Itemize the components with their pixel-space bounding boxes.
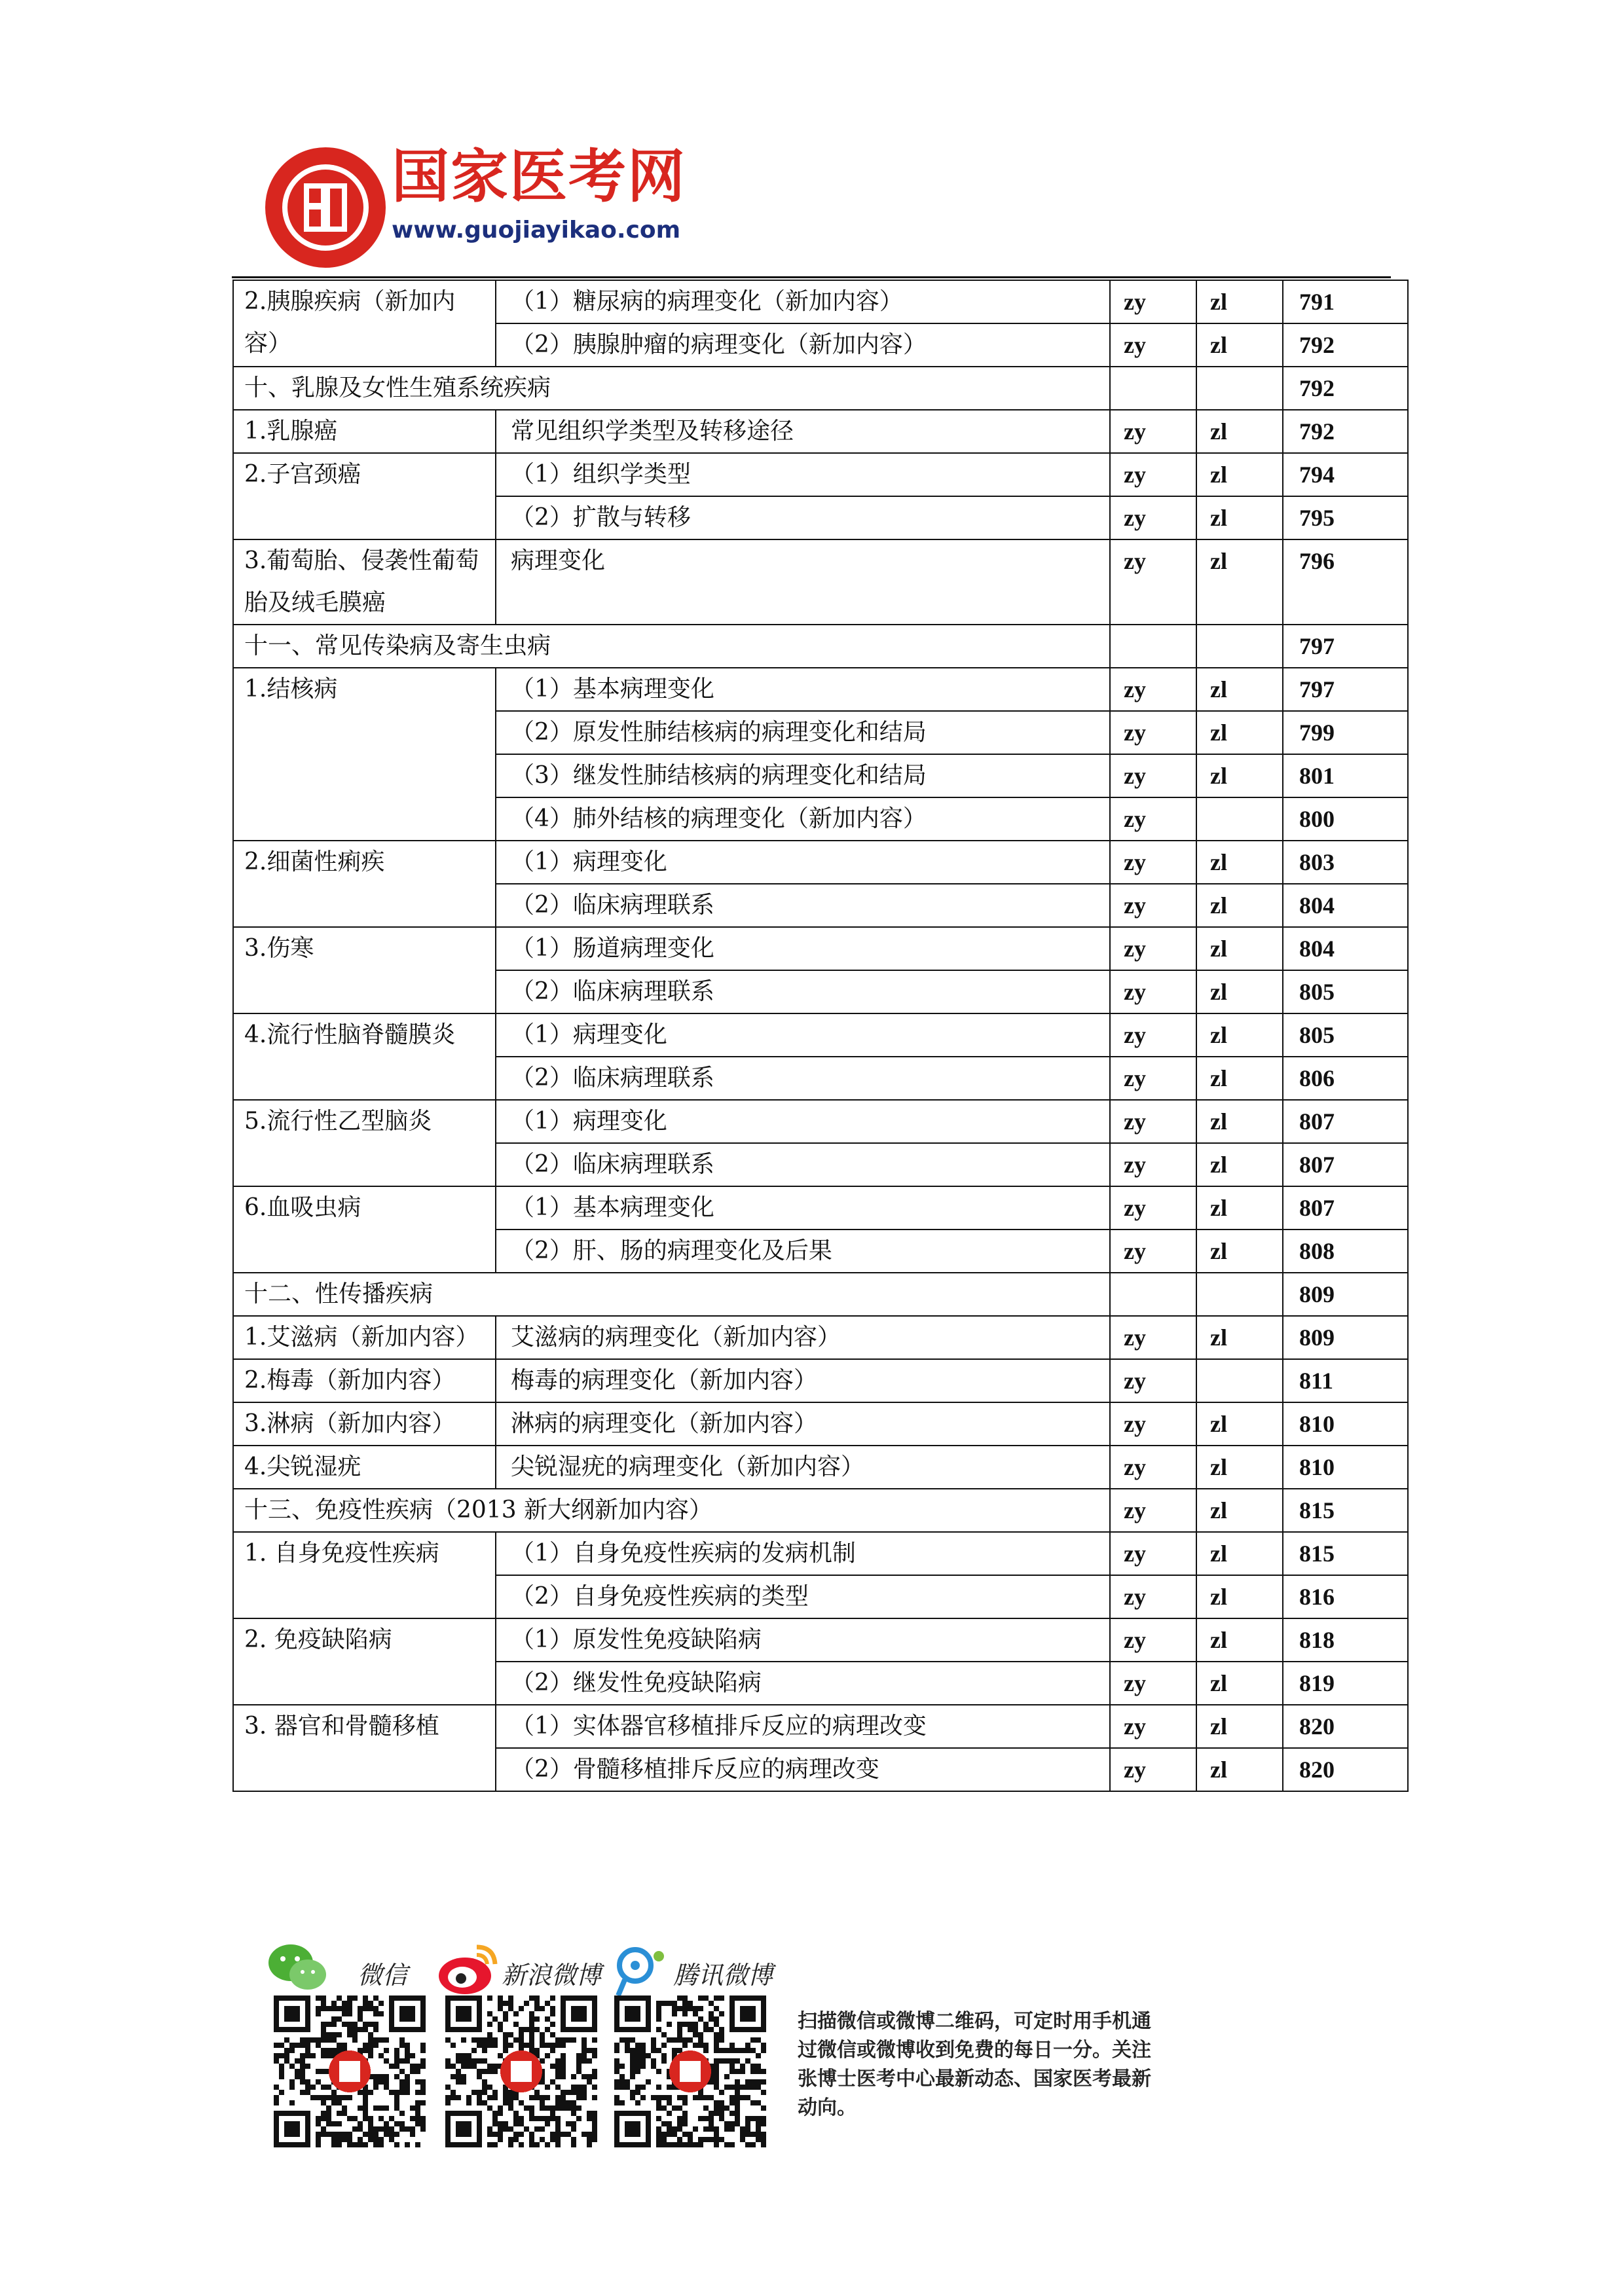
page-number: 820 [1283,1748,1408,1791]
zl-tag: zl [1196,668,1283,711]
topic-cell: （2）原发性肺结核病的病理变化和结局 [496,711,1110,754]
page-number: 816 [1283,1575,1408,1618]
zy-tag: zy [1110,410,1196,453]
zy-tag: zy [1110,1402,1196,1446]
section-row [233,625,1408,668]
logo-url: www.guojiayikao.com [392,217,681,244]
zy-tag: zy [1110,1532,1196,1575]
zl-tag: zl [1196,1230,1283,1273]
zy-tag: zy [1110,1618,1196,1662]
topic-cell: （2）临床病理联系 [496,1143,1110,1186]
page-number: 818 [1283,1618,1408,1662]
zl-tag: zl [1196,1402,1283,1446]
syllabus-table [232,280,1409,1792]
category-cell: 1.结核病 [233,668,496,841]
zl-tag: zl [1196,841,1283,884]
section-title: 十、乳腺及女性生殖系统疾病 [233,367,1110,410]
zy-tag [1110,625,1196,668]
table-row [233,453,1408,496]
logo-title: 国家医考网 [392,143,687,210]
table-row [233,841,1408,884]
page-number: 796 [1283,539,1408,625]
topic-cell: （2）肝、肠的病理变化及后果 [496,1230,1110,1273]
page-number: 811 [1283,1359,1408,1402]
zl-tag: zl [1196,1489,1283,1532]
category-cell: 3.伤寒 [233,927,496,1013]
zy-tag: zy [1110,884,1196,927]
zy-tag: zy [1110,927,1196,970]
page-number: 795 [1283,496,1408,539]
zl-tag [1196,797,1283,841]
table-row [233,1316,1408,1359]
topic-cell: 艾滋病的病理变化（新加内容） [496,1316,1110,1359]
zy-tag: zy [1110,1575,1196,1618]
zl-tag: zl [1196,884,1283,927]
table-row [233,1618,1408,1662]
zl-tag: zl [1196,453,1283,496]
topic-cell: （2）临床病理联系 [496,884,1110,927]
zl-tag: zl [1196,1186,1283,1230]
page-number: 815 [1283,1489,1408,1532]
section-title: 十二、性传播疾病 [233,1273,1110,1316]
zl-tag: zl [1196,1057,1283,1100]
zl-tag: zl [1196,323,1283,367]
section-row [233,367,1408,410]
category-cell: 2. 免疫缺陷病 [233,1618,496,1705]
page-number: 799 [1283,711,1408,754]
table-row [233,927,1408,970]
zl-tag [1196,1359,1283,1402]
zy-tag: zy [1110,1057,1196,1100]
seal-icon [263,145,388,270]
page-number: 791 [1283,280,1408,323]
zy-tag: zy [1110,1230,1196,1273]
section-row [233,1273,1408,1316]
table-row [233,1402,1408,1446]
topic-cell: （2）胰腺肿瘤的病理变化（新加内容） [496,323,1110,367]
topic-cell: 病理变化 [496,539,1110,625]
table-row [233,1186,1408,1230]
topic-cell: （1）自身免疫性疾病的发病机制 [496,1532,1110,1575]
table-row [233,1100,1408,1143]
table-row [233,1013,1408,1057]
category-cell: 4.尖锐湿疣 [233,1446,496,1489]
table-row [233,1446,1408,1489]
page-number: 792 [1283,410,1408,453]
weibo-icon [436,1941,500,1997]
zy-tag: zy [1110,1705,1196,1748]
zy-tag: zy [1110,970,1196,1013]
category-cell: 3.淋病（新加内容） [233,1402,496,1446]
zy-tag: zy [1110,1489,1196,1532]
topic-cell: （2）自身免疫性疾病的类型 [496,1575,1110,1618]
topic-cell: （3）继发性肺结核病的病理变化和结局 [496,754,1110,797]
zl-tag: zl [1196,410,1283,453]
page-number: 807 [1283,1186,1408,1230]
page-number: 792 [1283,323,1408,367]
zy-tag: zy [1110,1446,1196,1489]
footer-note: 扫描微信或微博二维码，可定时用手机通过微信或微博收到免费的每日一分。关注张博士医考中心最新动态、国家医考最新动向。 [798,2010,1151,2119]
page-number: 794 [1283,453,1408,496]
topic-cell: （1）病理变化 [496,1100,1110,1143]
section-row [233,1489,1408,1532]
zl-tag [1196,1273,1283,1316]
page-number: 805 [1283,1013,1408,1057]
category-cell: 6.血吸虫病 [233,1186,496,1273]
zl-tag: zl [1196,711,1283,754]
zy-tag: zy [1110,280,1196,323]
zl-tag: zl [1196,1662,1283,1705]
zy-tag: zy [1110,539,1196,625]
zy-tag: zy [1110,754,1196,797]
section-title: 十三、免疫性疾病（2013 新大纲新加内容） [233,1489,1110,1532]
topic-cell: （2）临床病理联系 [496,970,1110,1013]
category-cell: 3.葡萄胎、侵袭性葡萄胎及绒毛膜癌 [233,539,496,625]
zl-tag [1196,625,1283,668]
zl-tag: zl [1196,1575,1283,1618]
category-cell: 1.艾滋病（新加内容） [233,1316,496,1359]
zl-tag: zl [1196,1100,1283,1143]
topic-cell: （1）组织学类型 [496,453,1110,496]
topic-cell: （4）肺外结核的病理变化（新加内容） [496,797,1110,841]
page-number: 808 [1283,1230,1408,1273]
zy-tag: zy [1110,797,1196,841]
tencent-weibo-icon [612,1943,669,1998]
zy-tag: zy [1110,1662,1196,1705]
zl-tag: zl [1196,1618,1283,1662]
table-row [233,280,1408,323]
zy-tag: zy [1110,323,1196,367]
zy-tag: zy [1110,1100,1196,1143]
wechat-qr-code[interactable] [274,1995,426,2147]
category-cell: 3. 器官和骨髓移植 [233,1705,496,1791]
topic-cell: 尖锐湿疣的病理变化（新加内容） [496,1446,1110,1489]
zy-tag: zy [1110,1748,1196,1791]
zy-tag: zy [1110,1186,1196,1230]
page-number: 810 [1283,1446,1408,1489]
page-number: 809 [1283,1316,1408,1359]
topic-cell: 梅毒的病理变化（新加内容） [496,1359,1110,1402]
table-row [233,1705,1408,1748]
zl-tag: zl [1196,539,1283,625]
zl-tag: zl [1196,970,1283,1013]
zy-tag: zy [1110,841,1196,884]
topic-cell: （2）继发性免疫缺陷病 [496,1662,1110,1705]
site-logo [263,145,695,270]
zy-tag: zy [1110,1143,1196,1186]
topic-cell: 常见组织学类型及转移途径 [496,410,1110,453]
topic-cell: （1）实体器官移植排斥反应的病理改变 [496,1705,1110,1748]
page-number: 800 [1283,797,1408,841]
zy-tag: zy [1110,496,1196,539]
topic-cell: （2）扩散与转移 [496,496,1110,539]
zl-tag: zl [1196,1316,1283,1359]
page-number: 797 [1283,625,1408,668]
page-number: 801 [1283,754,1408,797]
category-cell: 1.乳腺癌 [233,410,496,453]
wechat-icon [267,1942,327,1993]
page-number: 803 [1283,841,1408,884]
category-cell: 2.胰腺疾病（新加内容） [233,280,496,367]
zl-tag: zl [1196,1143,1283,1186]
page-number: 807 [1283,1143,1408,1186]
page-number: 805 [1283,970,1408,1013]
table-row [233,1532,1408,1575]
page-number: 792 [1283,367,1408,410]
zl-tag: zl [1196,1705,1283,1748]
category-cell: 5.流行性乙型脑炎 [233,1100,496,1186]
topic-cell: （1）基本病理变化 [496,1186,1110,1230]
topic-cell: （1）原发性免疫缺陷病 [496,1618,1110,1662]
page-number: 804 [1283,927,1408,970]
zl-tag: zl [1196,754,1283,797]
sina-weibo-qr-code[interactable] [445,1995,597,2147]
page-number: 810 [1283,1402,1408,1446]
table-row [233,539,1408,625]
category-cell: 2.梅毒（新加内容） [233,1359,496,1402]
topic-cell: （2）骨髓移植排斥反应的病理改变 [496,1748,1110,1791]
table-row [233,1359,1408,1402]
page-number: 820 [1283,1705,1408,1748]
zy-tag: zy [1110,1013,1196,1057]
zl-tag: zl [1196,927,1283,970]
topic-cell: （1）基本病理变化 [496,668,1110,711]
page-number: 815 [1283,1532,1408,1575]
zl-tag: zl [1196,496,1283,539]
zy-tag [1110,367,1196,410]
header-rule [232,276,1391,278]
topic-cell: （2）临床病理联系 [496,1057,1110,1100]
zl-tag: zl [1196,280,1283,323]
zy-tag: zy [1110,1359,1196,1402]
category-cell: 2.子宫颈癌 [233,453,496,539]
topic-cell: （1）病理变化 [496,841,1110,884]
wechat-label: 微信 [358,1961,408,1990]
zl-tag: zl [1196,1446,1283,1489]
page-number: 819 [1283,1662,1408,1705]
page-number: 804 [1283,884,1408,927]
zy-tag [1110,1273,1196,1316]
zy-tag: zy [1110,1316,1196,1359]
zy-tag: zy [1110,453,1196,496]
zl-tag: zl [1196,1532,1283,1575]
page-number: 809 [1283,1273,1408,1316]
page-number: 807 [1283,1100,1408,1143]
zl-tag [1196,367,1283,410]
zl-tag: zl [1196,1748,1283,1791]
category-cell: 2.细菌性痢疾 [233,841,496,927]
topic-cell: （1）病理变化 [496,1013,1110,1057]
tencent-weibo-qr-code[interactable] [614,1995,766,2147]
zl-tag: zl [1196,1013,1283,1057]
section-title: 十一、常见传染病及寄生虫病 [233,625,1110,668]
topic-cell: 淋病的病理变化（新加内容） [496,1402,1110,1446]
zy-tag: zy [1110,668,1196,711]
sina-weibo-label: 新浪微博 [502,1961,602,1990]
category-cell: 1. 自身免疫性疾病 [233,1532,496,1618]
topic-cell: （1）糖尿病的病理变化（新加内容） [496,280,1110,323]
table-row [233,668,1408,711]
page-number: 806 [1283,1057,1408,1100]
category-cell: 4.流行性脑脊髓膜炎 [233,1013,496,1100]
topic-cell: （1）肠道病理变化 [496,927,1110,970]
zy-tag: zy [1110,711,1196,754]
page-number: 797 [1283,668,1408,711]
table-row [233,410,1408,453]
footer [265,1930,1181,2166]
tencent-weibo-label: 腾讯微博 [673,1961,773,1990]
